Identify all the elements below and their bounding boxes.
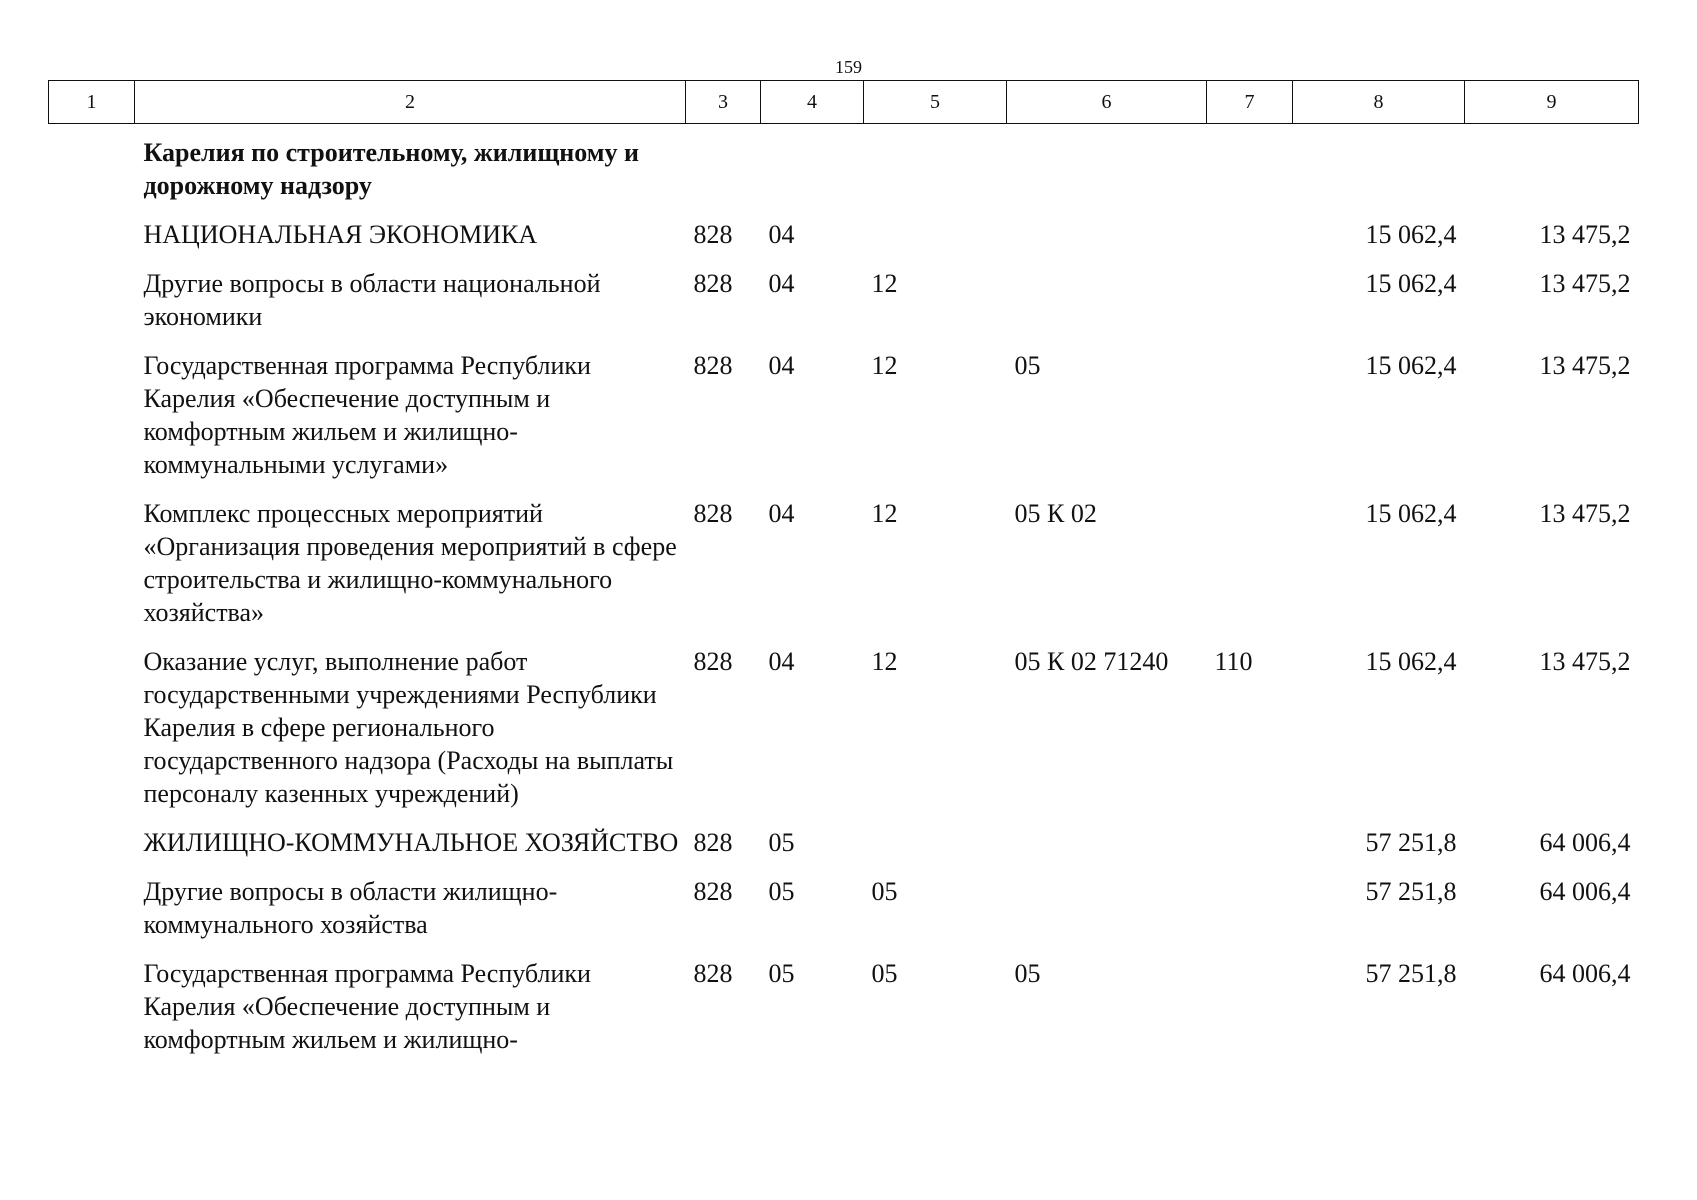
expense-type-code: 110 <box>1214 647 1253 676</box>
ministry-code <box>686 124 761 219</box>
ministry-code: 828 <box>693 877 733 906</box>
empty-cell <box>49 124 135 219</box>
amount-year-1: 57 251,8 <box>1365 877 1457 906</box>
target-article-code: 05 К 02 71240 <box>1014 647 1169 676</box>
item-name: Карелия по строительному, жилищному и дорожному надзору <box>143 138 639 200</box>
ministry-code: 828 <box>693 351 733 380</box>
amount-year-2: 64 006,4 <box>1539 828 1631 857</box>
amount-year-2: 13 475,2 <box>1539 220 1631 249</box>
ministry-code: 828 <box>693 499 733 528</box>
expense-type-code <box>1207 826 1293 875</box>
column-header-3: 3 <box>686 81 761 124</box>
amount-year-1: 15 062,4 <box>1365 647 1457 676</box>
subsection-code: 12 <box>871 499 898 528</box>
section-code: 04 <box>768 351 795 380</box>
item-name: Государственная программа Республики Карелия «Обеспечение доступным и комфортным жильем и жилищно- <box>143 959 591 1054</box>
column-header-7: 7 <box>1207 81 1293 124</box>
subsection-code: 05 <box>871 959 898 988</box>
column-header-9: 9 <box>1465 81 1639 124</box>
subsection-code <box>864 826 1007 875</box>
subsection-code <box>864 218 1007 267</box>
item-name: ЖИЛИЩНО-КОММУНАЛЬНОЕ ХОЗЯЙСТВО <box>143 828 679 857</box>
section-code: 05 <box>768 828 795 857</box>
column-number-row <box>49 81 1639 124</box>
item-name: Государственная программа Республики Карелия «Обеспечение доступным и комфортным жильем и жилищно-коммунальными услугами» <box>143 351 591 479</box>
table-row <box>49 349 1639 497</box>
empty-cell <box>49 267 135 349</box>
empty-cell <box>49 875 135 957</box>
column-header-4: 4 <box>761 81 864 124</box>
table-row <box>49 875 1639 957</box>
subsection-code: 12 <box>871 351 898 380</box>
table-row <box>49 645 1639 826</box>
amount-year-2 <box>1465 124 1639 219</box>
empty-cell <box>49 957 135 1072</box>
amount-year-2: 64 006,4 <box>1539 877 1631 906</box>
amount-year-2: 64 006,4 <box>1539 959 1631 988</box>
subsection-code: 12 <box>871 269 898 298</box>
section-code: 04 <box>768 499 795 528</box>
ministry-code: 828 <box>693 647 733 676</box>
column-header-5: 5 <box>864 81 1007 124</box>
target-article-code <box>1007 875 1207 957</box>
expense-type-code <box>1207 497 1293 645</box>
expense-type-code <box>1207 267 1293 349</box>
amount-year-2: 13 475,2 <box>1539 269 1631 298</box>
table-row <box>49 957 1639 1072</box>
amount-year-1: 57 251,8 <box>1365 828 1457 857</box>
amount-year-1: 15 062,4 <box>1365 351 1457 380</box>
column-header-6: 6 <box>1007 81 1207 124</box>
table-row <box>49 497 1639 645</box>
item-name: Другие вопросы в области национальной экономики <box>143 269 601 331</box>
expense-type-code <box>1207 875 1293 957</box>
amount-year-1: 15 062,4 <box>1365 269 1457 298</box>
target-article-code: 05 <box>1014 959 1041 988</box>
target-article-code <box>1007 267 1207 349</box>
target-article-code: 05 <box>1014 351 1041 380</box>
amount-year-1: 57 251,8 <box>1365 959 1457 988</box>
empty-cell <box>49 645 135 826</box>
table-row <box>49 267 1639 349</box>
table-row <box>49 218 1639 267</box>
item-name: Оказание услуг, выполнение работ государственными учреждениями Республики Карелия в сфере регионального государственного надзора (Расходы на выплаты персоналу казенных учреждений) <box>143 647 674 808</box>
expense-type-code <box>1207 957 1293 1072</box>
budget-table <box>48 80 1639 1072</box>
ministry-code: 828 <box>693 269 733 298</box>
section-code: 04 <box>768 647 795 676</box>
target-article-code <box>1007 124 1207 219</box>
subsection-code: 05 <box>871 877 898 906</box>
ministry-code: 828 <box>693 959 733 988</box>
empty-cell <box>49 349 135 497</box>
item-name: Комплекс процессных мероприятий «Организация проведения мероприятий в сфере строительства и жилищно-коммунального хозяйства» <box>143 499 677 627</box>
amount-year-2: 13 475,2 <box>1539 647 1631 676</box>
section-code: 04 <box>768 220 795 249</box>
empty-cell <box>49 826 135 875</box>
column-header-1: 1 <box>49 81 135 124</box>
ministry-code: 828 <box>693 828 733 857</box>
amount-year-1: 15 062,4 <box>1365 220 1457 249</box>
subsection-code <box>864 124 1007 219</box>
item-name: Другие вопросы в области жилищно-коммунального хозяйства <box>143 877 558 939</box>
target-article-code <box>1007 826 1207 875</box>
target-article-code: 05 К 02 <box>1014 499 1097 528</box>
table-body <box>49 124 1639 1073</box>
column-header-8: 8 <box>1293 81 1465 124</box>
section-code: 04 <box>768 269 795 298</box>
expense-type-code <box>1207 349 1293 497</box>
amount-year-2: 13 475,2 <box>1539 351 1631 380</box>
item-name: НАЦИОНАЛЬНАЯ ЭКОНОМИКА <box>143 220 538 249</box>
amount-year-2: 13 475,2 <box>1539 499 1631 528</box>
column-header-2: 2 <box>135 81 686 124</box>
expense-type-code <box>1207 124 1293 219</box>
amount-year-1: 15 062,4 <box>1365 499 1457 528</box>
empty-cell <box>49 218 135 267</box>
table-row <box>49 826 1639 875</box>
section-code: 05 <box>768 877 795 906</box>
section-code: 05 <box>768 959 795 988</box>
ministry-code: 828 <box>693 220 733 249</box>
section-code <box>761 124 864 219</box>
subsection-code: 12 <box>871 647 898 676</box>
amount-year-1 <box>1293 124 1465 219</box>
table-row <box>49 124 1639 219</box>
expense-type-code <box>1207 218 1293 267</box>
empty-cell <box>49 497 135 645</box>
page-number: 159 <box>835 57 862 77</box>
target-article-code <box>1007 218 1207 267</box>
